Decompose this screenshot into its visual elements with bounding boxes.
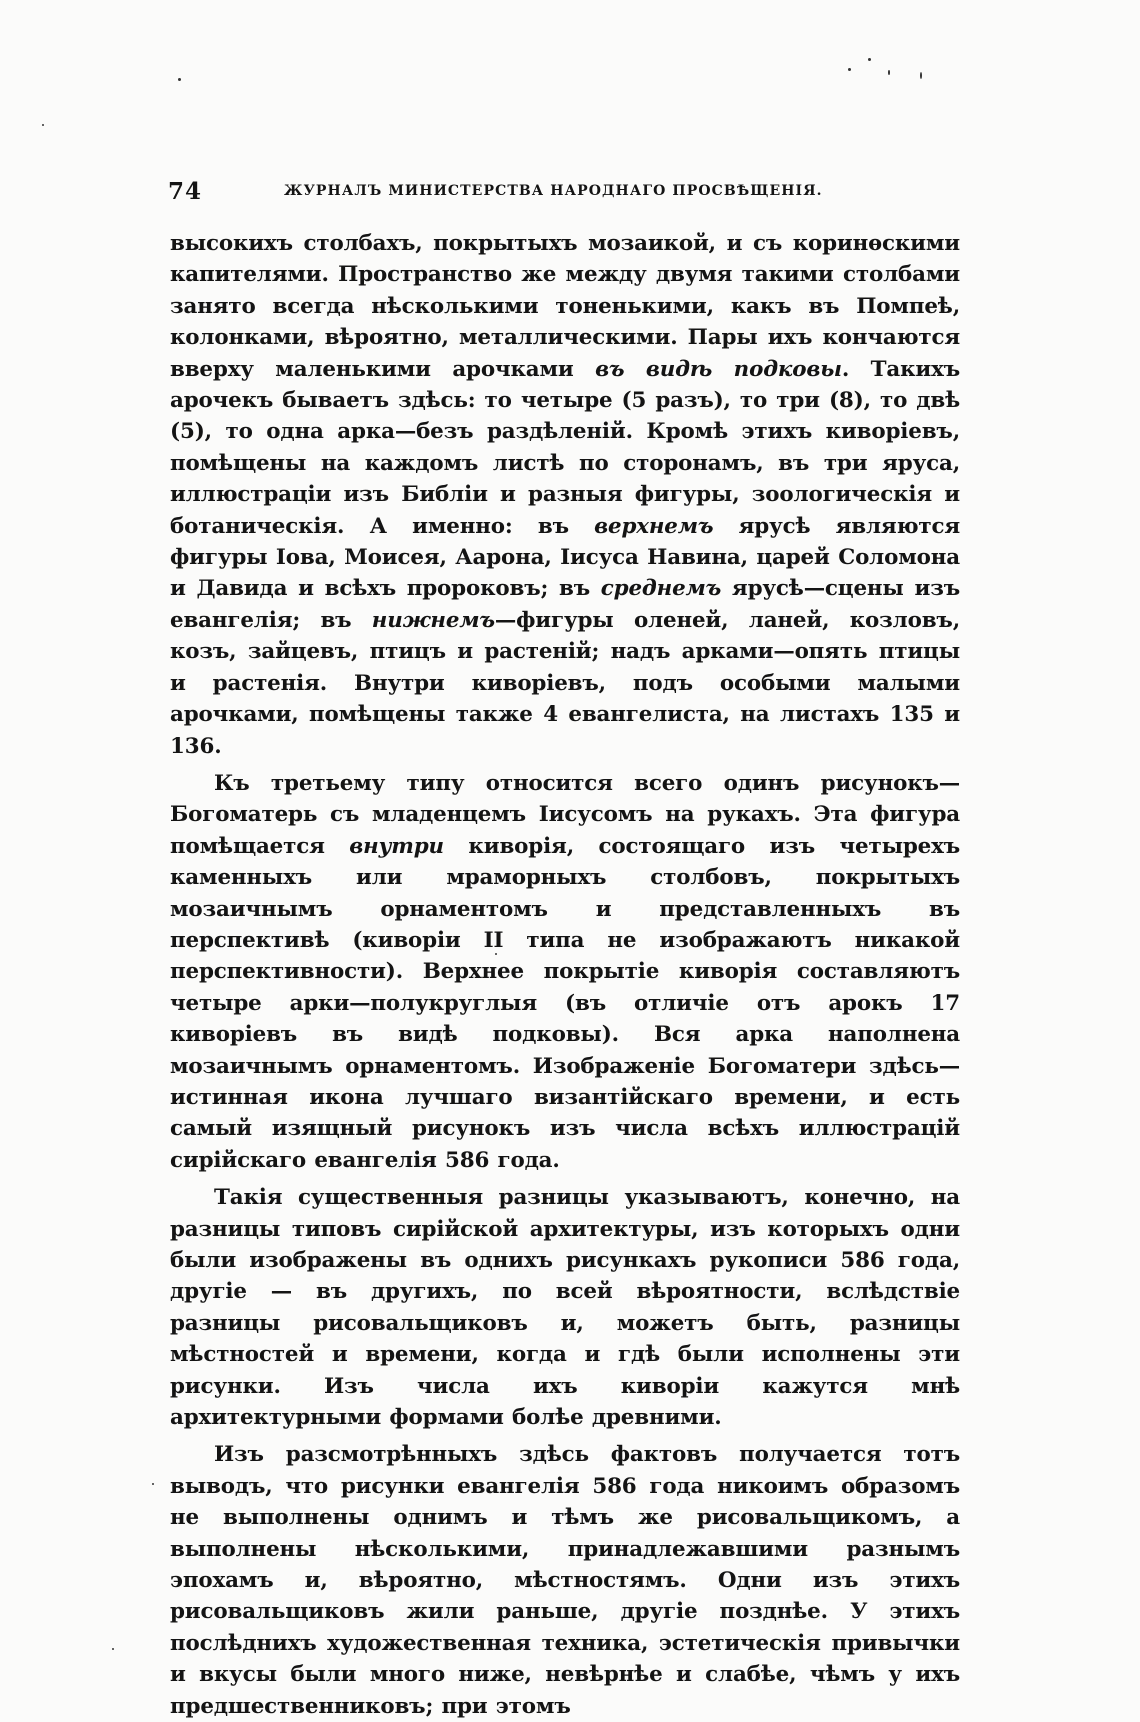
text-run: Къ третьему типу относится всего одинъ рисунокъ—Богоматерь съ младенцемъ Іисусомъ на рукахъ. Эта фигура помѣщается — [170, 770, 960, 859]
text-run: киворія, состоящаго изъ четырехъ каменныхъ или мраморныхъ столбовъ, покрытыхъ мозаичнымъ орнаментомъ и представленныхъ въ перспективѣ (киворіи II типа не изображаютъ никакой перспективности). Верхнее покрытіе киворія составляютъ четыре арки—полукруглыя (въ отличіе отъ арокъ 17 киворіевъ въ видѣ подковы). Вся арка наполнена мозаичнымъ орнаментомъ. Изображеніе Богоматери здѣсь—истинная икона лучшаго византійскаго времени, и есть самый изящный рисунокъ изъ числа всѣхъ иллюстрацій сирійскаго евангелія 586 года. — [170, 833, 960, 1173]
text-run: —фигуры оленей, ланей, козловъ, козъ, зайцевъ, птицъ и растеній; надъ арками—опять птицы и растенія. Внутри киворіевъ, подъ особыми малыми арочками, помѣщены также 4 евангелиста, на листахъ 135 и 136. — [170, 607, 960, 759]
scan-speck — [868, 58, 871, 61]
text-run: ярусѣ—сцены изъ евангелія; въ — [170, 576, 960, 633]
emphasis-text: въ видѣ подковы — [595, 356, 842, 382]
text-run: . Такихъ арочекъ бываетъ здѣсь: то четыре (5 разъ), то три (8), то двѣ (5), то одна арка—безъ раздѣленій. Кромѣ этихъ киворіевъ, помѣщены на каждомъ листѣ по сторонамъ, въ три яруса, иллюстраціи изъ Библіи и разныя фигуры, зоологическія и ботаническія. А именно: въ — [170, 356, 960, 539]
page-number: 74 — [168, 178, 203, 205]
text-run: Изъ разсмотрѣнныхъ здѣсь фактовъ получается тотъ выводъ, что рисунки евангелія 586 года никоимъ образомъ не выполнены однимъ и тѣмъ же рисовальщикомъ, а выполнены нѣсколькими, принадлежавшими разнымъ эпохамъ и, вѣроятно, мѣстностямъ. Одни изъ этихъ рисовальщиковъ жили раньше, другіе позднѣе. У этихъ послѣднихъ художественная техника, эстетическія привычки и вкусы были много ниже, невѣрнѣе и слабѣе, чѣмъ у ихъ предшественниковъ; при этомъ — [170, 1442, 960, 1719]
scan-speck — [888, 70, 890, 75]
emphasis-text: внутри — [349, 833, 444, 859]
page-header — [168, 178, 960, 208]
paragraph — [170, 768, 960, 1176]
scan-speck — [112, 1648, 114, 1650]
paragraph — [170, 1439, 960, 1722]
text-run: ярусѣ являются фигуры Іова, Моисея, Аарона, Іисуса Навина, царей Соломона и Давида и всѣхъ пророковъ; въ — [170, 513, 961, 602]
text-run: Такія существенныя разницы указываютъ, конечно, на разницы типовъ сирійской архитектуры, изъ которыхъ одни были изображены въ однихъ рисункахъ рукописи 586 года, другіе — въ другихъ, по всей вѣроятности, вслѣдствіе разницы рисовальщиковъ и, можетъ быть, разницы мѣстностей и времени, когда и гдѣ были исполнены эти рисунки. Изъ числа ихъ киворіи кажутся мнѣ архитектурными формами болѣе древними. — [170, 1185, 960, 1431]
body-text — [170, 228, 960, 1722]
paragraph — [170, 1182, 960, 1433]
emphasis-text: среднемъ — [600, 576, 722, 602]
paragraph — [170, 228, 960, 762]
running-title: ЖУРНАЛЪ МИНИСТЕРСТВА НАРОДНАГО ПРОСВѢЩЕНІЯ. — [284, 183, 823, 199]
emphasis-text: верхнемъ — [594, 513, 714, 539]
scan-speck — [178, 78, 181, 81]
scan-speck — [848, 68, 851, 71]
scan-speck — [152, 1483, 154, 1485]
text-run: высокихъ столбахъ, покрытыхъ мозаикой, и съ коринѳскими капителями. Пространство же между двумя такими столбами занято всегда нѣсколькими тоненькими, какъ въ Помпеѣ, колонками, вѣроятно, металлическими. Пары ихъ кончаются вверху маленькими арочками — [170, 231, 960, 382]
scan-speck — [42, 124, 44, 126]
scan-speck — [920, 72, 922, 79]
emphasis-text: нижнемъ — [371, 607, 495, 633]
